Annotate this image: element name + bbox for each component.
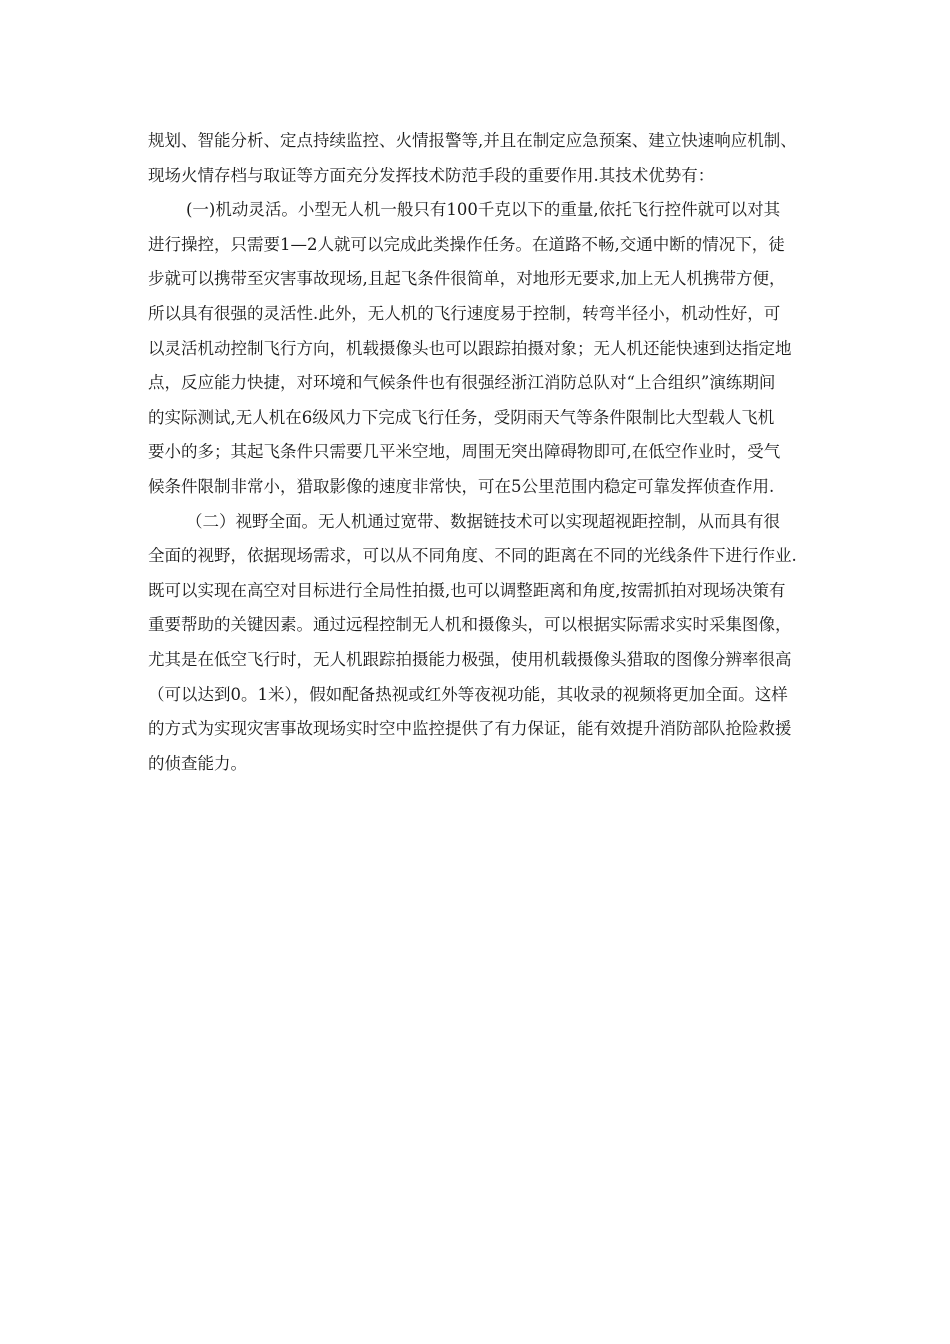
text-line: 的实际测试,无人机在6级风力下完成飞行任务，受阴雨天气等条件限制比大型载人飞机 xyxy=(148,407,775,427)
text-line: 候条件限制非常小，猎取影像的速度非常快，可在5公里范围内稳定可靠发挥侦查作用. xyxy=(148,476,775,496)
text-line: 重要帮助的关键因素。通过远程控制无人机和摄像头，可以根据实际需求实时采集图像， xyxy=(148,615,792,635)
text-line: 现场火情存档与取证等方面充分发挥技术防范手段的重要作用.其技术优势有： xyxy=(148,165,715,185)
text-line: 点，反应能力快捷，对环境和气候条件也有很强经浙江消防总队对“上合组织”演练期间 xyxy=(148,373,776,393)
text-line: 以灵活机动控制飞行方向，机载摄像头也可以跟踪拍摄对象；无人机还能快速到达指定地 xyxy=(148,338,792,358)
text-line: 要小的多；其起飞条件只需要几平米空地，周围无突出障碍物即可,在低空作业时，受气 xyxy=(148,442,781,462)
text-line: (一)机动灵活。小型无人机一般只有100千克以下的重量,依托飞行控件就可以对其 xyxy=(186,200,781,220)
text-line: 规划、智能分析、定点持续监控、火情报警等,并且在制定应急预案、建立快速响应机制、 xyxy=(148,131,797,150)
body-text xyxy=(148,124,816,781)
text-line: 的方式为实现灾害事故现场实时空中监控提供了有力保证，能有效提升消防部队抢险救援 xyxy=(148,719,792,739)
text-line: 步就可以携带至灾害事故现场,且起飞条件很简单，对地形无要求,加上无人机携带方便， xyxy=(148,269,786,289)
text-line: 全面的视野，依据现场需求，可以从不同角度、不同的距离在不同的光线条件下进行作业. xyxy=(148,546,797,566)
text-line: 进行操控，只需要1—2人就可以完成此类操作任务。在道路不畅,交通中断的情况下，徒 xyxy=(148,234,785,254)
text-line: 尤其是在低空飞行时，无人机跟踪拍摄能力极强，使用机载摄像头猎取的图像分辨率很高 xyxy=(148,649,792,669)
text-line: 所以具有很强的灵活性.此外，无人机的飞行速度易于控制，转弯半径小，机动性好，可 xyxy=(148,303,781,323)
text-line: （可以达到0。1米），假如配备热视或红外等夜视功能，其收录的视频将更加全面。这样 xyxy=(148,684,788,704)
text-line: 既可以实现在高空对目标进行全局性拍摄,也可以调整距离和角度,按需抓拍对现场决策有 xyxy=(148,580,786,600)
text-line: （二）视野全面。无人机通过宽带、数据链技术可以实现超视距控制，从而具有很 xyxy=(186,511,780,531)
text-line: 的侦查能力。 xyxy=(148,753,247,773)
